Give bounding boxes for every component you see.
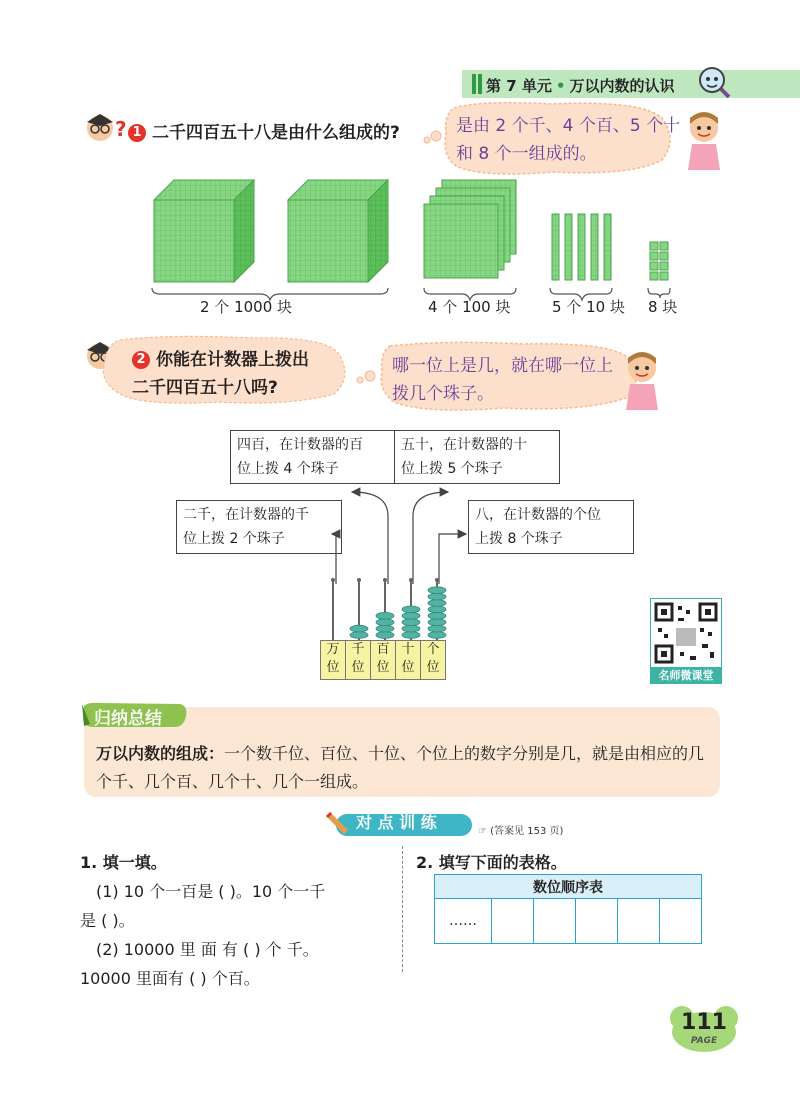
hint-2 (392, 352, 613, 408)
abacus-bead (428, 593, 446, 600)
student-avatar-icon (84, 110, 128, 146)
header-title: 第 7 单元 • 万以内数的认识 (486, 77, 675, 95)
abacus-bead (428, 606, 446, 613)
question-number: 2 (132, 351, 150, 369)
abacus-place-0 (320, 640, 346, 680)
label-tens: 5 个 10 块 (552, 298, 625, 316)
exercise-1-line3: (2) 10000 里 面 有 ( ) 个 千。 (96, 940, 319, 959)
abacus-bead (350, 625, 368, 632)
topic-label: 万以内数的认识 (569, 77, 675, 95)
abacus-bead (402, 619, 420, 626)
abacus-rod-top (357, 578, 361, 582)
abacus-place-top: 个 (426, 642, 440, 657)
answer-1-line2: 和 8 个一组成的。 (456, 144, 597, 164)
svg-text:?: ? (115, 117, 127, 141)
abacus-bead (428, 619, 446, 626)
table-cell[interactable] (618, 899, 660, 944)
question-2-line1: 你能在计数器上拨出 (156, 350, 309, 370)
qr-caption: 名师微课堂 (650, 668, 722, 684)
hint-2-line2: 拨几个珠子。 (392, 384, 494, 404)
abacus-place-1 (345, 640, 371, 680)
answer-1 (456, 112, 680, 168)
abacus-place-bottom: 位 (351, 660, 365, 675)
abacus-rod-top (331, 578, 335, 582)
answer-note: ☞ (答案见 153 页) (478, 826, 564, 837)
abacus-bead (428, 587, 446, 594)
abacus-bead (428, 625, 446, 632)
abacus-bead (402, 625, 420, 632)
abacus-bead (402, 632, 420, 639)
thousand-cube-1 (154, 180, 254, 282)
abacus-bead (376, 625, 394, 632)
abacus-bead (428, 600, 446, 607)
abacus-place-bottom: 位 (376, 660, 390, 675)
abacus-place-bottom: 位 (426, 660, 440, 675)
abacus-bead (376, 619, 394, 626)
hint-2-line1: 哪一位上是几，就在哪一位上 (392, 356, 613, 376)
qr-code-icon (650, 598, 722, 668)
thousand-cube-2 (288, 180, 388, 282)
practice-title: 对 点 训 练 (356, 813, 437, 832)
abacus-bead (428, 632, 446, 639)
abacus-bead (376, 632, 394, 639)
exercise-1-line1: (1) 10 个一百是 ( )。10 个一千 (96, 882, 326, 901)
girl-character-icon (682, 110, 724, 174)
box-ones-line1: 八，在计数器的个位 (475, 507, 601, 523)
header-stripe (472, 74, 476, 94)
header-stripe (478, 74, 482, 94)
abacus-rod-top (409, 578, 413, 582)
summary-bold: 万以内数的组成： (96, 744, 225, 763)
box-tens-line2: 位上拨 5 个珠子 (401, 461, 503, 477)
unit-cubes (650, 242, 668, 280)
abacus-place-3 (395, 640, 421, 680)
magnifier-icon (696, 64, 732, 100)
question-2-line2: 二千四百五十八吗? (132, 378, 278, 398)
summary-title: 归纳总结 (94, 709, 162, 729)
hundred-flats (424, 180, 516, 278)
girl-character-icon (620, 350, 662, 414)
question-1 (128, 118, 400, 143)
abacus-place-4 (420, 640, 446, 680)
abacus-place-top: 百 (376, 642, 390, 657)
abacus-place-labels (320, 640, 445, 680)
exercise-1-title: 1. 填一填。 (80, 853, 167, 872)
abacus-rod-top (435, 578, 439, 582)
box-thousands-line1: 二千，在计数器的千 (183, 507, 309, 523)
exercise-1 (80, 848, 392, 993)
place-value-table (434, 874, 702, 944)
summary-body: 一个数千位、百位、十位、个位上的数字分别是几，就是由相应的几个千、几个百、几个十、几个一组成。 (96, 744, 705, 791)
box-ones-line2: 上拨 8 个珠子 (475, 531, 563, 547)
box-hundreds-line1: 四百，在计数器的百 (237, 437, 363, 453)
abacus-bead (402, 612, 420, 619)
abacus-bead (350, 632, 368, 639)
table-cell[interactable] (576, 899, 618, 944)
page-label: PAGE (690, 1036, 718, 1046)
abacus-bead (402, 606, 420, 613)
column-divider (402, 846, 403, 972)
table-title: 数位顺序表 (435, 875, 702, 899)
abacus-bead (428, 612, 446, 619)
abacus-place-2 (370, 640, 396, 680)
summary-text (96, 740, 712, 796)
ten-rods (552, 214, 611, 280)
answer-note-text: (答案见 153 页) (490, 826, 564, 837)
box-hundreds-line2: 位上拨 4 个珠子 (237, 461, 339, 477)
table-cell[interactable] (534, 899, 576, 944)
table-cell[interactable] (492, 899, 534, 944)
question-1-text: 二千四百五十八是由什么组成的? (152, 123, 400, 143)
box-tens-line1: 五十，在计数器的十 (401, 437, 527, 453)
summary-title-badge (80, 700, 190, 730)
question-number: 1 (128, 124, 146, 142)
label-ones: 8 块 (648, 298, 678, 316)
abacus-rod-top (383, 578, 387, 582)
abacus-place-top: 十 (401, 642, 415, 657)
box-thousands-line2: 位上拨 2 个珠子 (183, 531, 285, 547)
table-cell-ellipsis: …… (435, 899, 492, 944)
abacus-place-bottom: 位 (326, 660, 340, 675)
abacus-place-top: 千 (351, 642, 365, 657)
box-hundreds (230, 430, 396, 484)
exercise-2-title: 2. 填写下面的表格。 (416, 853, 567, 872)
table-cell[interactable] (660, 899, 702, 944)
arrows (300, 480, 500, 590)
question-2 (132, 346, 309, 402)
answer-1-line1: 是由 2 个千、4 个百、5 个十 (456, 116, 681, 136)
unit-label: 第 7 单元 (486, 77, 552, 95)
box-tens (394, 430, 560, 484)
abacus-place-top: 万 (326, 642, 340, 657)
label-thousands: 2 个 1000 块 (200, 298, 293, 316)
page-number: 111 (681, 1010, 727, 1035)
exercise-1-line2: 是 ( )。 (80, 911, 135, 930)
abacus-place-bottom: 位 (401, 660, 415, 675)
exercise-1-line4: 10000 里面有 ( ) 个百。 (80, 969, 260, 988)
abacus-bead (376, 612, 394, 619)
label-hundreds: 4 个 100 块 (428, 298, 511, 316)
